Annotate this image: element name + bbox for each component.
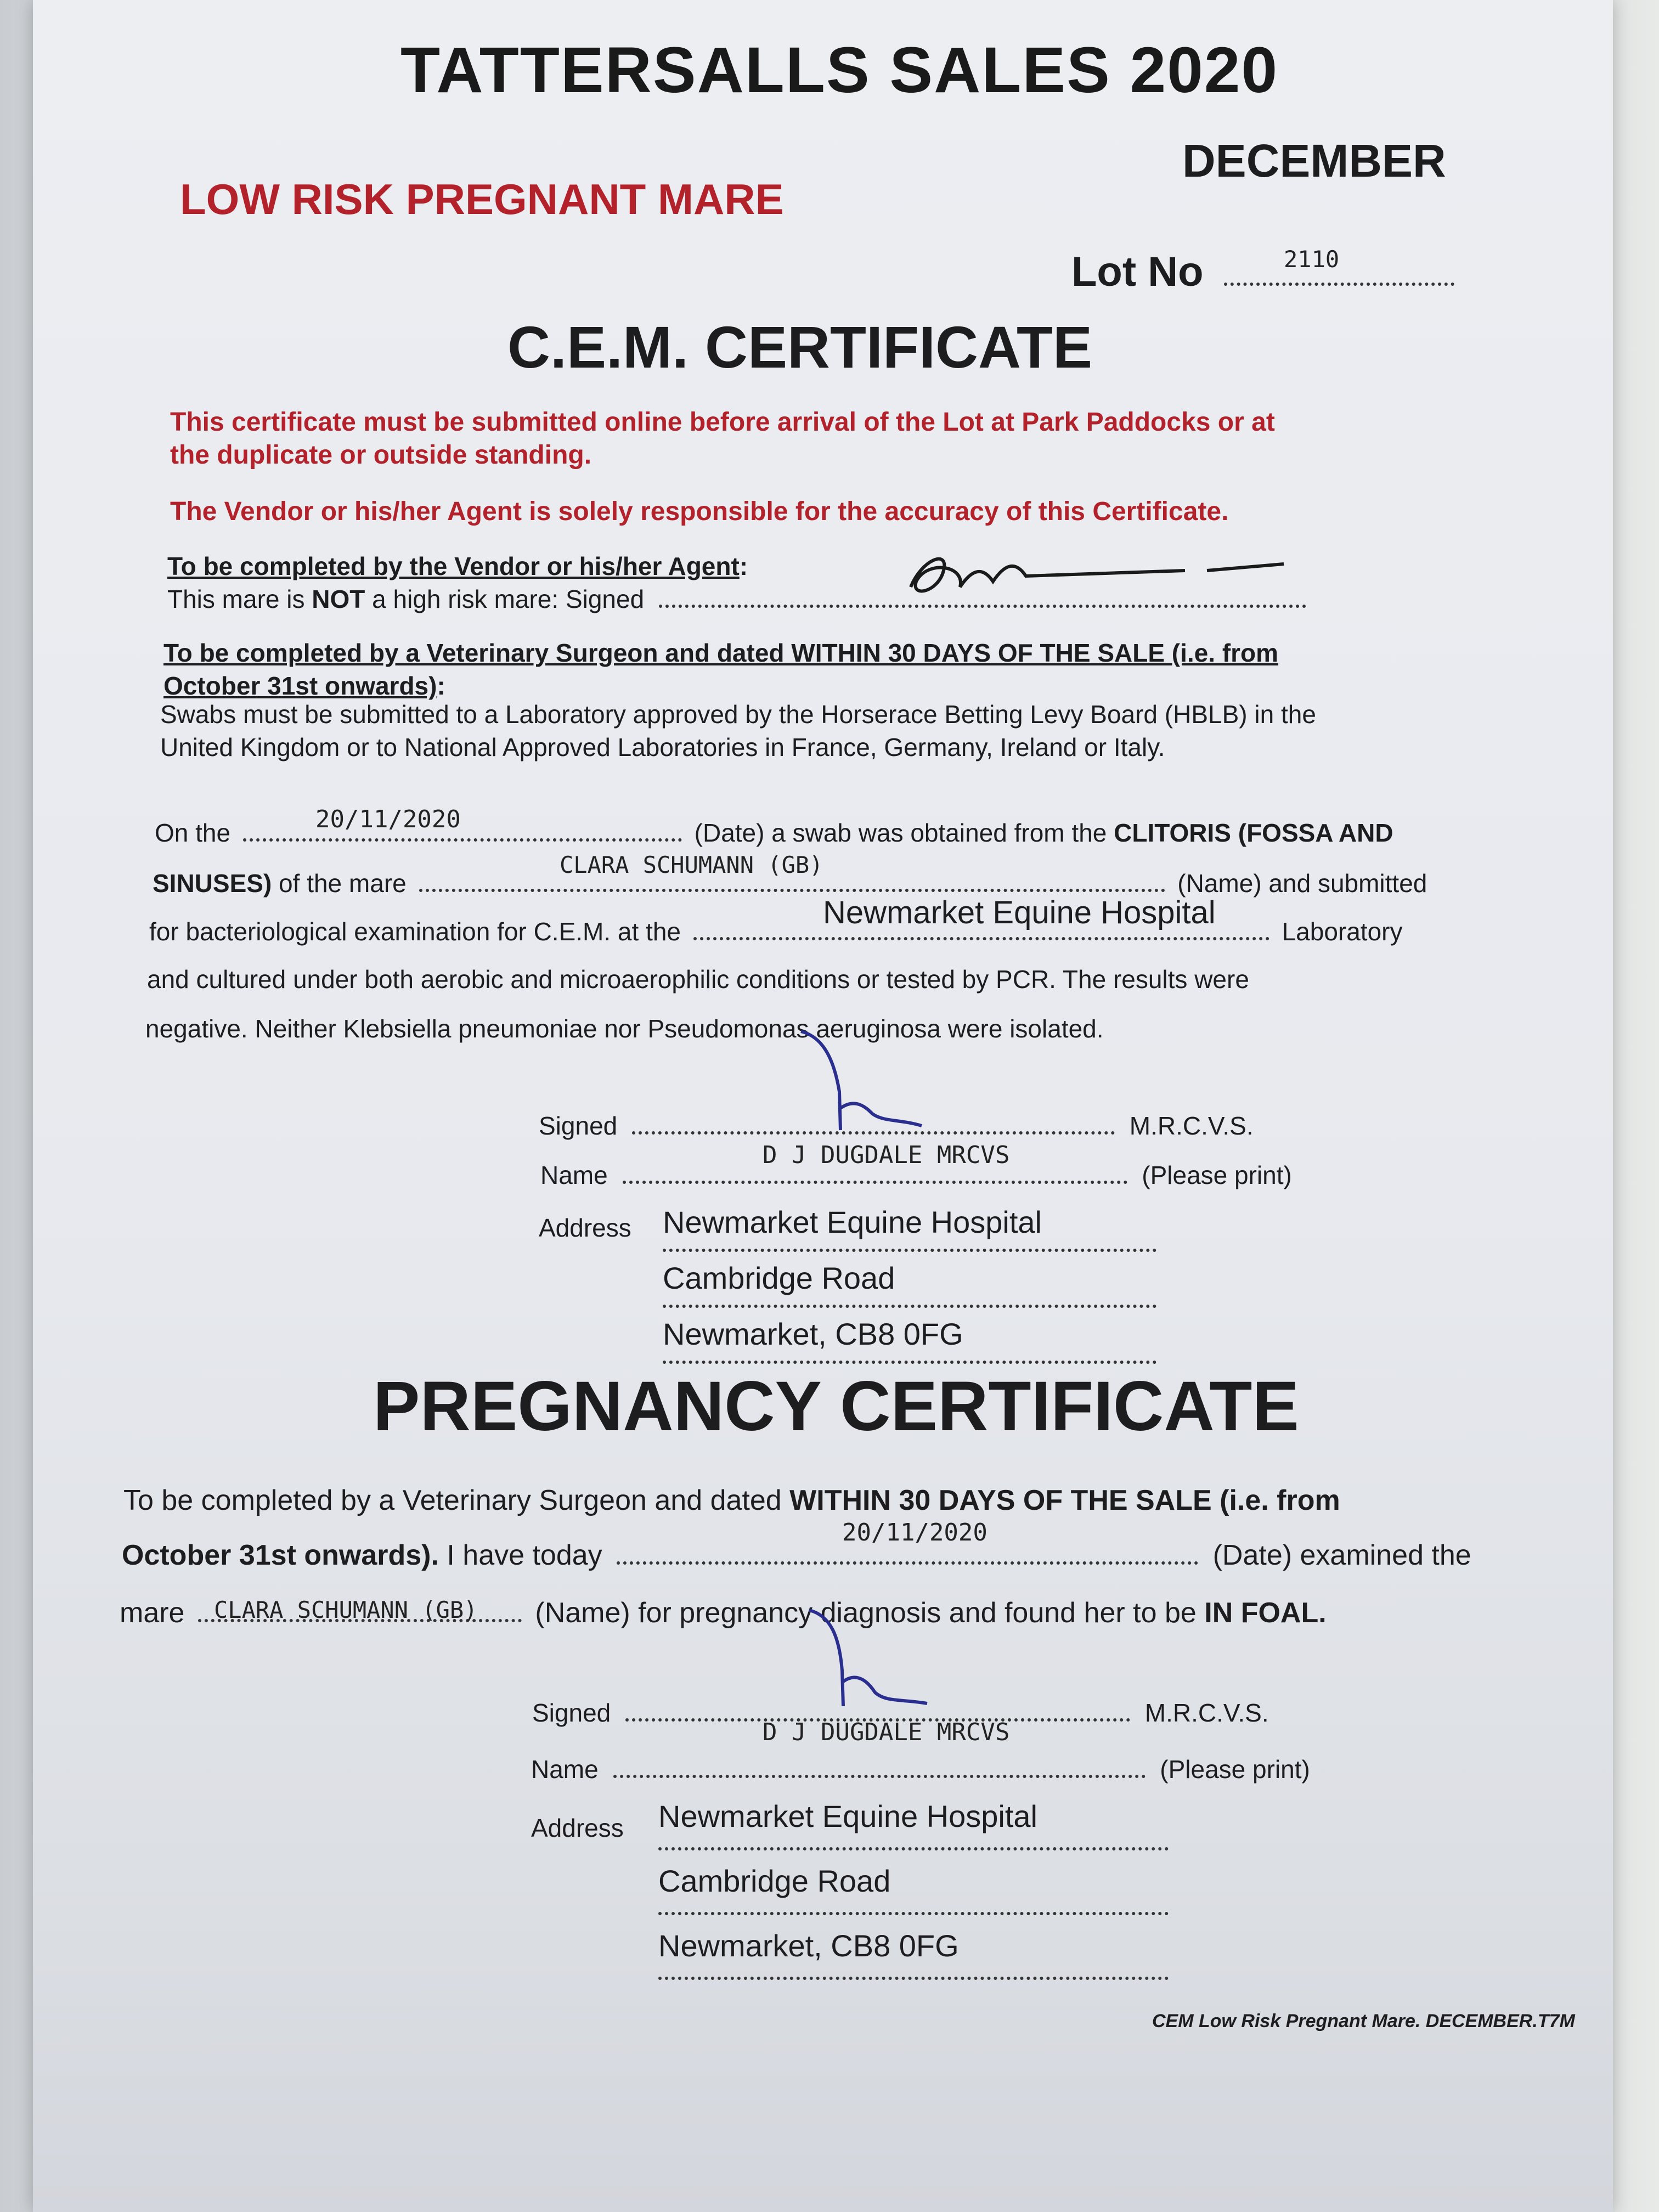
pregnancy-address-label: Address	[531, 1814, 624, 1842]
cem-vet-name: D J DUGDALE MRCVS	[763, 1141, 1010, 1169]
cem-title: C.E.M. CERTIFICATE	[507, 314, 1092, 380]
swab-requirements	[160, 698, 1316, 764]
mare-name-dotted	[419, 889, 1165, 892]
pregnancy-mare-name: CLARA SCHUMANN (GB)	[214, 1596, 478, 1623]
vet-heading: To be completed by a Veterinary Surgeon and dated WITHIN 30 DAYS OF THE SALE (i.e. from October 31st onwards):	[163, 636, 1278, 702]
cem-signed-line	[539, 1109, 1254, 1142]
cem-signed-dotted	[632, 1131, 1115, 1135]
exam-date-dotted	[617, 1561, 1198, 1565]
on-the-label: On the	[155, 819, 231, 847]
of-the-mare-label: of the mare	[279, 869, 407, 898]
pregnancy-address-block	[658, 1786, 1169, 1980]
sale-month: DECEMBER	[1182, 135, 1446, 187]
pregnancy-please-print: (Please print)	[1160, 1755, 1310, 1784]
cem-address-line-2: Cambridge Road	[663, 1252, 1156, 1308]
pregnancy-title: PREGNANCY CERTIFICATE	[373, 1367, 1299, 1446]
for-bact-text: for bacteriological examination for C.E.M. at the	[149, 917, 681, 946]
vet-heading-line-2: October 31st onwards)	[163, 672, 437, 700]
pregnancy-line-2-bold: October 31st onwards).	[122, 1539, 439, 1571]
pregnancy-line-2	[122, 1539, 1471, 1572]
laboratory-label: Laboratory	[1282, 917, 1403, 946]
pregnancy-address-line-2: Cambridge Road	[658, 1850, 1169, 1915]
vendor-section: To be completed by the Vendor or his/her Agent: This mare is NOT a high risk mare: Signed	[167, 550, 1306, 616]
sales-title: TATTERSALLS SALES 2020	[400, 34, 1279, 106]
cem-address-label: Address	[539, 1214, 631, 1242]
cem-name-label: Name	[540, 1161, 608, 1189]
clitoris-label: CLITORIS (FOSSA AND	[1114, 819, 1393, 847]
cem-address-line-3: Newmarket, CB8 0FG	[663, 1308, 1156, 1364]
pregnancy-name-dotted	[613, 1775, 1146, 1778]
pregnancy-mrcvs-label: M.R.C.V.S.	[1144, 1699, 1269, 1727]
swab-date: 20/11/2020	[315, 805, 461, 833]
submission-notice-line-2: the duplicate or outside standing.	[170, 441, 592, 470]
pregnancy-line-1	[123, 1484, 1340, 1517]
certificate-sheet	[33, 0, 1613, 2212]
lot-number-field	[1071, 248, 1454, 296]
accuracy-notice: The Vendor or his/her Agent is solely responsible for the accuracy of this Certificate.	[170, 497, 1229, 526]
lot-label: Lot No	[1071, 249, 1204, 295]
pregnancy-address-line-3: Newmarket, CB8 0FG	[658, 1915, 1169, 1980]
name-submitted-text: (Name) and submitted	[1177, 869, 1427, 898]
category-label: LOW RISK PREGNANT MARE	[180, 175, 784, 223]
pregnancy-address-line-1: Newmarket Equine Hospital	[658, 1786, 1169, 1850]
cem-address-line-1: Newmarket Equine Hospital	[663, 1196, 1156, 1252]
swab-date-text: (Date) a swab was obtained from the	[694, 819, 1107, 847]
swab-line-1: Swabs must be submitted to a Laboratory approved by the Horserace Betting Levy Board (HBLB) in the	[160, 700, 1316, 729]
cem-signed-label: Signed	[539, 1111, 618, 1140]
form-code: CEM Low Risk Pregnant Mare. DECEMBER.T7M	[1152, 2011, 1575, 2032]
pregnancy-line-1-text: To be completed by a Veterinary Surgeon and dated	[123, 1485, 782, 1516]
cem-name-dotted	[623, 1181, 1127, 1184]
cultured-line: and cultured under both aerobic and microaerophilic conditions or tested by PCR. The results were	[147, 965, 1249, 994]
pregnancy-line-2-post: (Date) examined the	[1212, 1539, 1471, 1571]
submission-notice	[170, 406, 1275, 472]
cem-address-block	[663, 1196, 1156, 1364]
sinuses-label: SINUSES)	[153, 869, 272, 898]
swab-line-2: United Kingdom or to National Approved Laboratories in France, Germany, Ireland or Italy.	[160, 733, 1165, 761]
pregnancy-name-label: Name	[531, 1755, 599, 1784]
pregnancy-line-2-text: I have today	[447, 1539, 602, 1571]
swab-date-dotted	[243, 838, 682, 842]
vendor-signature	[878, 538, 1295, 614]
pregnancy-signed-label: Signed	[532, 1699, 611, 1727]
vendor-heading: To be completed by the Vendor or his/her Agent	[167, 552, 740, 580]
cem-please-print: (Please print)	[1142, 1161, 1292, 1189]
in-foal-label: IN FOAL.	[1204, 1597, 1327, 1629]
pregnancy-name-line	[531, 1753, 1310, 1786]
pregnancy-vet-name: D J DUGDALE MRCVS	[763, 1718, 1010, 1746]
vendor-line-post: a high risk mare: Signed	[365, 585, 645, 613]
pregnancy-line-1-bold: WITHIN 30 DAYS OF THE SALE (i.e. from	[789, 1485, 1340, 1516]
cem-mrcvs-label: M.R.C.V.S.	[1129, 1111, 1254, 1140]
negative-line: negative. Neither Klebsiella pneumoniae nor Pseudomonas aeruginosa were isolated.	[145, 1014, 1104, 1043]
laboratory-name: Newmarket Equine Hospital	[823, 895, 1216, 930]
laboratory-dotted	[693, 937, 1269, 940]
pregnancy-line-3-text: (Name) for pregnancy diagnosis and found her to be	[535, 1597, 1197, 1629]
vet-heading-line-1: To be completed by a Veterinary Surgeon and dated WITHIN 30 DAYS OF THE SALE (i.e. from	[163, 639, 1279, 667]
mare-name: CLARA SCHUMANN (GB)	[560, 851, 823, 878]
pregnancy-mare-label: mare	[120, 1597, 185, 1629]
submission-notice-line-1: This certificate must be submitted online before arrival of the Lot at Park Paddocks or at	[170, 408, 1275, 437]
vendor-line-not: NOT	[312, 585, 365, 613]
lot-number: 2110	[1284, 246, 1340, 273]
lot-dotted-line	[1224, 283, 1454, 286]
vendor-line-pre: This mare is	[167, 585, 312, 613]
exam-date: 20/11/2020	[842, 1519, 988, 1547]
